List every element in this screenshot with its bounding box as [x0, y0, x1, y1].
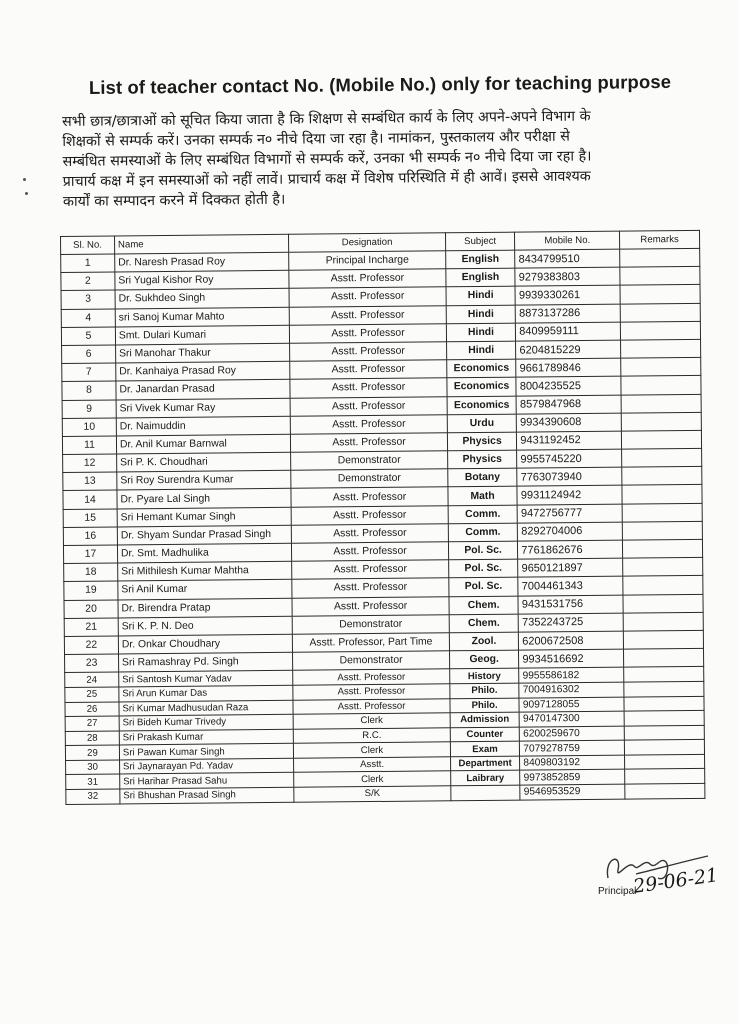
cell-mobile: 9431531756 — [518, 595, 623, 614]
cell-remarks — [622, 448, 702, 467]
cell-name: Dr. Sukhdeo Singh — [115, 289, 289, 309]
notice-paragraph — [62, 106, 673, 212]
cell-designation: Clerk — [293, 713, 450, 729]
cell-designation: Asstt. Professor — [292, 542, 449, 562]
cell-mobile: 7079278759 — [520, 740, 625, 756]
cell-sl-no: 12 — [63, 454, 117, 473]
cell-remarks — [624, 648, 704, 667]
cell-remarks — [621, 430, 701, 449]
cell-name: Sri P. K. Choudhari — [117, 452, 291, 472]
cell-remarks — [621, 357, 701, 376]
cell-name: Dr. Pyare Lal Singh — [117, 489, 291, 509]
cell-designation: Principal Incharge — [289, 251, 446, 271]
cell-remarks — [624, 681, 704, 696]
cell-sl-no: 20 — [64, 600, 118, 619]
cell-subject: Pol. Sc. — [448, 541, 518, 560]
cell-designation: Asstt. Professor — [292, 578, 449, 598]
cell-remarks — [621, 339, 701, 358]
cell-mobile: 9279383803 — [515, 267, 620, 286]
cell-designation: Asstt. Professor — [290, 324, 447, 344]
cell-mobile: 6204815229 — [516, 340, 621, 359]
cell-designation: Asstt. — [294, 757, 451, 773]
cell-name: Dr. Birendra Pratap — [118, 598, 292, 618]
cell-remarks — [624, 667, 704, 682]
cell-name: Dr. Kanhaiya Prasad Roy — [116, 361, 290, 381]
cell-mobile: 7004461343 — [518, 576, 623, 595]
notice-line: सभी छात्र/छात्राओं को सूचित किया जाता है कि शिक्षण से सम्बंधित कार्य के लिए अपने-अपने विभाग के — [62, 108, 591, 130]
cell-sl-no: 6 — [62, 345, 116, 364]
cell-name: Sri Kumar Madhusudan Raza — [119, 700, 293, 716]
cell-mobile: 8409959111 — [516, 322, 621, 341]
cell-name: Sri Anil Kumar — [118, 580, 292, 600]
cell-sl-no: 24 — [65, 672, 119, 687]
cell-designation: Asstt. Professor — [292, 560, 449, 580]
notice-line: सम्बंधित समस्याओं के लिए सम्बंधित विभागों से सम्पर्क करें, उनका भी सम्पर्क न० नीचे दिया जा रहा है। — [62, 148, 592, 170]
cell-subject: Math — [448, 487, 518, 506]
cell-subject: Department — [450, 756, 520, 771]
cell-remarks — [622, 521, 702, 540]
cell-name: Dr. Onkar Choudhary — [118, 634, 292, 654]
cell-mobile: 9661789846 — [516, 358, 621, 377]
cell-designation: Asstt. Professor — [290, 396, 447, 416]
cell-remarks — [624, 696, 704, 711]
cell-mobile: 9973852859 — [520, 770, 625, 786]
cell-subject: Urdu — [447, 414, 517, 433]
cell-designation: Asstt. Professor — [290, 342, 447, 362]
cell-designation: Asstt. Professor — [291, 487, 448, 507]
cell-sl-no: 23 — [65, 654, 119, 673]
cell-remarks — [622, 485, 702, 504]
cell-subject: Comm. — [448, 523, 518, 542]
cell-remarks — [620, 303, 700, 322]
cell-designation: Demonstrator — [293, 651, 450, 671]
cell-name: Dr. Anil Kumar Barnwal — [116, 434, 290, 454]
cell-sl-no: 29 — [65, 745, 119, 760]
scan-mark — [25, 192, 28, 195]
cell-subject: Philo. — [450, 683, 520, 698]
cell-mobile: 8292704006 — [518, 522, 623, 541]
cell-remarks — [623, 630, 703, 649]
cell-sl-no: 11 — [62, 436, 116, 455]
cell-subject: Economics — [447, 377, 517, 396]
notice-line: कार्यों का सम्पादन करने में दिक्कत होती है। — [62, 191, 286, 210]
cell-designation: Asstt. Professor — [292, 596, 449, 616]
cell-mobile: 7004916302 — [519, 682, 624, 698]
cell-sl-no: 9 — [62, 399, 116, 418]
cell-subject: English — [445, 250, 515, 269]
cell-designation: R.C. — [293, 727, 450, 743]
cell-designation: Demonstrator — [292, 615, 449, 635]
cell-subject: Exam — [450, 741, 520, 756]
cell-name: Sri Mithilesh Kumar Mahtha — [118, 561, 292, 581]
cell-name: Sri Prakash Kumar — [119, 729, 293, 745]
cell-subject: Hindi — [446, 323, 516, 342]
header-sl-no: Sl. No. — [61, 236, 115, 255]
cell-name: Dr. Janardan Prasad — [116, 380, 290, 400]
cell-remarks — [623, 558, 703, 577]
cell-designation: Asstt. Professor — [289, 269, 446, 289]
cell-subject: Hindi — [446, 341, 516, 360]
cell-subject: Physics — [447, 450, 517, 469]
header-mobile: Mobile No. — [515, 231, 620, 250]
cell-subject: Physics — [447, 432, 517, 451]
cell-mobile: 6200672508 — [519, 631, 624, 650]
cell-remarks — [625, 754, 705, 769]
cell-name: Dr. Naresh Prasad Roy — [115, 252, 289, 272]
cell-name: Sri Manohar Thakur — [115, 343, 289, 363]
cell-remarks — [621, 376, 701, 395]
cell-designation: Asstt. Professor — [293, 684, 450, 700]
cell-sl-no: 4 — [61, 309, 115, 328]
cell-mobile: 9931124942 — [517, 486, 622, 505]
cell-mobile: 9955745220 — [517, 449, 622, 468]
cell-remarks — [625, 769, 705, 784]
cell-sl-no: 16 — [63, 527, 117, 546]
cell-name: Sri Santosh Kumar Yadav — [119, 671, 293, 687]
cell-sl-no: 30 — [66, 760, 120, 775]
header-remarks: Remarks — [620, 230, 700, 249]
cell-remarks — [625, 783, 705, 798]
cell-name: Dr. Smt. Madhulika — [117, 543, 291, 563]
cell-subject: Hindi — [446, 287, 516, 306]
cell-name: Sri Arun Kumar Das — [119, 685, 293, 701]
cell-mobile: 8434799510 — [515, 249, 620, 268]
cell-designation: Asstt. Professor, Part Time — [293, 633, 450, 653]
cell-mobile: 7763073940 — [517, 467, 622, 486]
cell-name: Smt. Dulari Kumari — [115, 325, 289, 345]
cell-name: Sri Bhushan Prasad Singh — [120, 787, 294, 803]
cell-sl-no: 18 — [64, 563, 118, 582]
cell-remarks — [622, 503, 702, 522]
cell-designation: Clerk — [294, 742, 451, 758]
cell-subject: Hindi — [446, 305, 516, 324]
cell-sl-no: 19 — [64, 581, 118, 600]
cell-mobile: 9472756777 — [517, 504, 622, 523]
cell-mobile: 8579847968 — [516, 395, 621, 414]
cell-sl-no: 10 — [62, 418, 116, 437]
cell-mobile: 7761862676 — [518, 540, 623, 559]
cell-remarks — [623, 539, 703, 558]
cell-sl-no: 2 — [61, 272, 115, 291]
cell-subject: Comm. — [448, 505, 518, 524]
cell-sl-no: 26 — [65, 701, 119, 716]
cell-subject: Economics — [447, 359, 517, 378]
cell-remarks — [620, 321, 700, 340]
cell-subject: Laibrary — [450, 771, 520, 786]
cell-name: Dr. Shyam Sundar Prasad Singh — [117, 525, 291, 545]
header-name: Name — [114, 234, 288, 254]
cell-sl-no: 3 — [61, 290, 115, 309]
cell-subject: Philo. — [450, 698, 520, 713]
cell-subject: Zool. — [449, 632, 519, 651]
notice-line: शिक्षकों से सम्पर्क करें। उनका सम्पर्क न० नीचे दिया जा रहा है। नामांकन, पुस्तकालय और परीक्षा से — [62, 128, 570, 150]
cell-name: Sri Yugal Kishor Roy — [115, 270, 289, 290]
cell-remarks — [620, 248, 700, 267]
cell-sl-no: 21 — [64, 618, 118, 637]
cell-remarks — [622, 467, 702, 486]
cell-sl-no: 31 — [66, 774, 120, 789]
cell-sl-no: 8 — [62, 381, 116, 400]
cell-sl-no: 22 — [64, 636, 118, 655]
cell-designation: Asstt. Professor — [293, 698, 450, 714]
cell-designation: Asstt. Professor — [290, 414, 447, 434]
cell-sl-no: 27 — [65, 716, 119, 731]
cell-mobile: 8873137286 — [516, 304, 621, 323]
cell-name: Sri Harihar Prasad Sahu — [120, 773, 294, 789]
cell-remarks — [624, 725, 704, 740]
cell-mobile: 9650121897 — [518, 558, 623, 577]
cell-mobile: 9470147300 — [519, 711, 624, 727]
cell-remarks — [620, 285, 700, 304]
cell-sl-no: 5 — [61, 327, 115, 346]
cell-name: Dr. Naimuddin — [116, 416, 290, 436]
cell-sl-no: 14 — [63, 490, 117, 509]
cell-name: Sri K. P. N. Deo — [118, 616, 292, 636]
cell-mobile: 7352243725 — [518, 613, 623, 632]
cell-designation: Asstt. Professor — [293, 669, 450, 685]
cell-mobile: 9097128055 — [519, 697, 624, 713]
cell-sl-no: 28 — [65, 731, 119, 746]
cell-designation: Asstt. Professor — [289, 287, 446, 307]
cell-sl-no: 7 — [62, 363, 116, 382]
signature-date: 29-06-21 — [631, 864, 720, 898]
scan-mark — [23, 178, 26, 181]
cell-remarks — [624, 740, 704, 755]
cell-designation: Asstt. Professor — [290, 360, 447, 380]
cell-sl-no: 17 — [63, 545, 117, 564]
cell-name: Sri Roy Surendra Kumar — [117, 471, 291, 491]
signature-label: Principal — [598, 886, 637, 897]
cell-subject: Chem. — [449, 596, 519, 615]
cell-sl-no: 13 — [63, 472, 117, 491]
cell-name: Sri Jaynarayan Pd. Yadav — [119, 758, 293, 774]
cell-mobile: 8004235525 — [516, 376, 621, 395]
page-title: List of teacher contact No. (Mobile No.) only for teaching purpose — [88, 70, 672, 99]
cell-name: sri Sanoj Kumar Mahto — [115, 307, 289, 327]
cell-subject: English — [446, 268, 516, 287]
cell-name: Sri Vivek Kumar Ray — [116, 398, 290, 418]
cell-remarks — [623, 594, 703, 613]
table-body — [61, 248, 705, 804]
cell-subject: Economics — [447, 396, 517, 415]
cell-sl-no: 15 — [63, 509, 117, 528]
cell-name: Sri Pawan Kumar Singh — [119, 744, 293, 760]
teacher-contact-table — [60, 230, 705, 805]
cell-subject: Botany — [448, 468, 518, 487]
cell-remarks — [624, 710, 704, 725]
cell-mobile: 8409803192 — [520, 755, 625, 771]
cell-mobile: 9934390608 — [517, 413, 622, 432]
cell-remarks — [623, 612, 703, 631]
cell-subject: Counter — [450, 727, 520, 742]
cell-subject: Geog. — [449, 650, 519, 669]
cell-remarks — [623, 576, 703, 595]
cell-mobile: 9546953529 — [520, 784, 625, 800]
cell-designation: Asstt. Professor — [291, 505, 448, 525]
cell-designation: S/K — [294, 786, 451, 802]
cell-designation: Asstt. Professor — [290, 378, 447, 398]
cell-name: Sri Ramashray Pd. Singh — [118, 652, 292, 672]
cell-sl-no: 32 — [66, 789, 120, 804]
cell-designation: Asstt. Professor — [291, 433, 448, 453]
cell-mobile: 9955586182 — [519, 667, 624, 683]
cell-designation: Asstt. Professor — [289, 305, 446, 325]
cell-subject: Chem. — [449, 614, 519, 633]
cell-name: Sri Hemant Kumar Singh — [117, 507, 291, 527]
cell-mobile: 9431192452 — [517, 431, 622, 450]
cell-designation: Clerk — [294, 771, 451, 787]
cell-subject — [451, 785, 521, 800]
header-subject: Subject — [445, 232, 515, 251]
cell-sl-no: 1 — [61, 254, 115, 273]
cell-remarks — [621, 394, 701, 413]
notice-line: प्राचार्य कक्ष में इन समस्याओं को नहीं लावें। प्राचार्य कक्ष में विशेष परिस्थिति में ही आवें। इससे आवश्यक — [62, 168, 591, 190]
cell-subject: History — [450, 668, 520, 683]
cell-remarks — [621, 412, 701, 431]
cell-subject: Admission — [450, 712, 520, 727]
cell-designation: Demonstrator — [291, 469, 448, 489]
cell-mobile: 9934516692 — [519, 649, 624, 668]
cell-remarks — [620, 267, 700, 286]
cell-name: Sri Bideh Kumar Trivedy — [119, 714, 293, 730]
cell-designation: Demonstrator — [291, 451, 448, 471]
header-designation: Designation — [289, 233, 446, 253]
cell-subject: Pol. Sc. — [448, 559, 518, 578]
cell-sl-no: 25 — [65, 687, 119, 702]
cell-designation: Asstt. Professor — [291, 524, 448, 544]
cell-subject: Pol. Sc. — [449, 577, 519, 596]
cell-mobile: 6200259670 — [520, 726, 625, 742]
cell-mobile: 9939330261 — [515, 286, 620, 305]
